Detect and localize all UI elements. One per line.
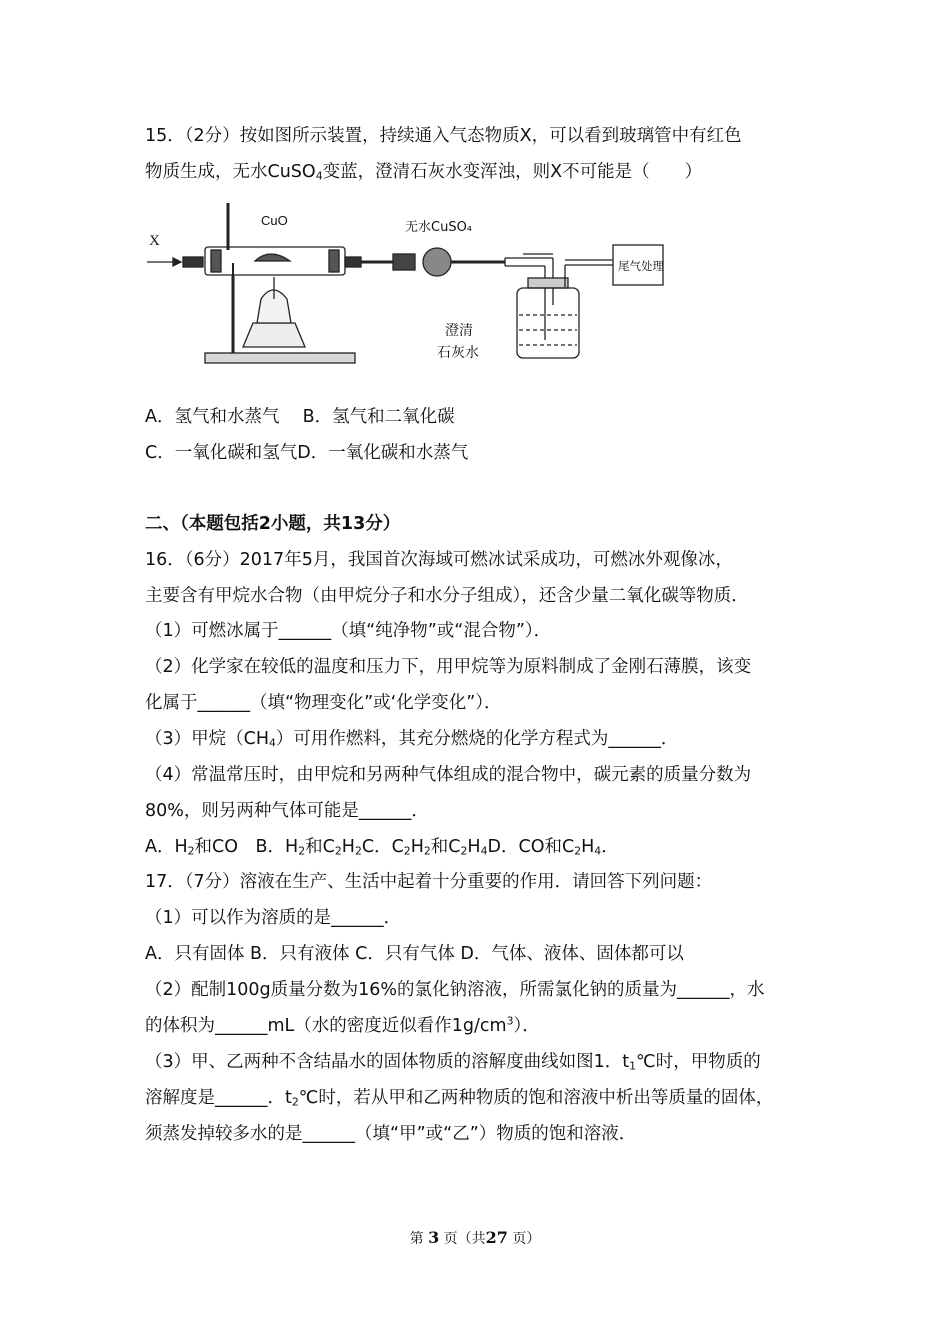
q16-part4-line1: （4）常温常压时，由甲烷和另两种气体组成的混合物中，碳元素的质量分数为 [145, 765, 752, 785]
q17-part2-line1: （2）配制100g质量分数为16%的氯化钠溶液，所需氯化钠的质量为______，水 [145, 980, 765, 1000]
section2-heading: 二、（本题包括2小题，共13分） [145, 514, 401, 534]
q15-option-d: D．一氧化碳和水蒸气 [297, 443, 469, 463]
q16-part2-line2: 化属于______（填“物理变化”或‘化学变化”）． [145, 693, 502, 713]
q17-part1-options: A．只有固体 B．只有液体 C．只有气体 D．气体、液体、固体都可以 [145, 944, 684, 964]
q17-stem: 17．（7分）溶液在生产、生活中起着十分重要的作用．请回答下列问题： [145, 872, 713, 892]
figure-label-cuo: CuO [261, 213, 288, 228]
figure-label-x: X [149, 233, 160, 249]
q15-options-row2 [145, 441, 468, 465]
q16-part3: （3）甲烷$(CH_4)$可用作燃料，其充分燃烧的化学方程式为______． [145, 729, 679, 750]
q16-part2-line1: （2）化学家在较低的温度和压力下，用甲烷等为原料制成了金刚石薄膜，该变 [145, 657, 752, 677]
q15-option-b: B．氢气和二氧化碳 [302, 407, 455, 427]
figure-label-limewater-1: 澄清 [445, 323, 473, 339]
q17-part3-line1: （3）甲、乙两种不含结晶水的固体物质的溶解度曲线如图1．$t_1℃$时，甲物质的 [145, 1052, 761, 1073]
q16-part1: （1）可燃冰属于______（填“纯净物”或“混合物”）． [145, 621, 552, 641]
q15-stem-line1: 15．（2分）按如图所示装置，持续通入气态物质X，可以看到玻璃管中有红色 [145, 126, 742, 146]
page-total: 27 [485, 1228, 508, 1247]
q16-stem-line1: 16．（6分）2017年5月，我国首次海域可燃冰试采成功，可燃冰外观像冰， [145, 550, 733, 570]
page-footer: 第 3 页（共27 页） [409, 1228, 541, 1247]
q17-part3-line2: 溶解度是______．$t_2℃$时，若从甲和乙两种物质的饱和溶液中析出等质量的固体， [145, 1088, 774, 1109]
figure-label-cuso4: 无水CuSO₄ [405, 220, 473, 235]
q17-part2-line2: 的体积为______mL（水的密度近似看作$1g/cm^3$）． [145, 1014, 540, 1036]
apparatus-figure [145, 195, 665, 375]
q16-stem-line2: 主要含有甲烷水合物（由甲烷分子和水分子组成），还含少量二氧化碳等物质． [145, 586, 749, 606]
page-number: 3 [428, 1228, 440, 1247]
q15-option-a: A．氢气和水蒸气 [145, 407, 280, 427]
q16-part4-line2: 80%，则另两种气体可能是______． [145, 801, 429, 821]
figure-label-waste: 尾气处理 [618, 259, 664, 273]
q16-part4-options: A．$H_2$和CO B．$H_2$和$C_2H_2C$．$C_2H_2$和$C_2H_4D$．CO和$C_2H_4$． [145, 837, 619, 858]
q15-stem-line2: 物质生成，无水CuSO$_4$变蓝，澄清石灰水变浑浊，则X不可能是（ ） [145, 162, 703, 183]
q17-part1: （1）可以作为溶质的是______． [145, 908, 402, 928]
q15-options-row1 [145, 405, 455, 429]
q15-option-c: C．一氧化碳和氢气 [145, 443, 298, 463]
q17-part3-line3: 须蒸发掉较多水的是______（填“甲”或“乙”）物质的饱和溶液． [145, 1124, 637, 1144]
figure-label-limewater-2: 石灰水 [437, 345, 479, 361]
